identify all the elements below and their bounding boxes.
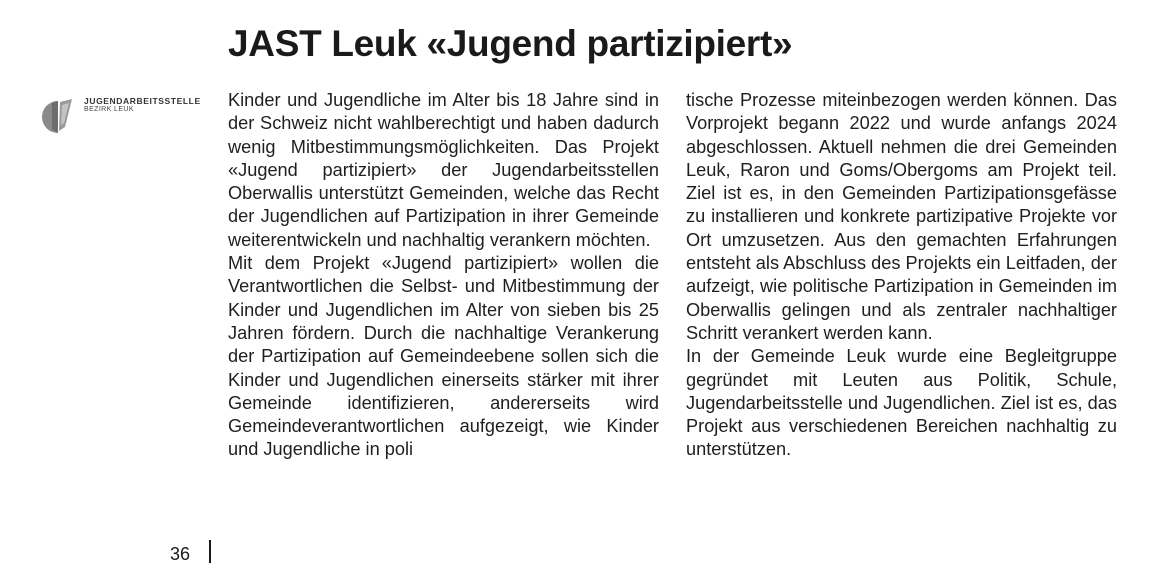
logo-mark-icon (38, 95, 78, 135)
page-number: 36 (170, 544, 191, 564)
paragraph: Kinder und Jugendliche im Alter bis 18 Jahre sind in der Schweiz nicht wahlberechtigt und haben dadurch wenig Mitbestimmungsmöglichkeiten. Das Projekt «Jugend partizipiert» der Jugendarbeitsstellen Oberwallis unterstützt Gemeinden, welche das Recht der Jugendlichen auf Partizipation in ihrer Gemeinde weiterentwickeln und nachhaltig verankern möchten. (228, 90, 659, 250)
jugendarbeitsstelle-logo (38, 95, 208, 135)
logo-line-2: BEZIRK LEUK (84, 106, 134, 113)
logo-text (84, 97, 201, 114)
text-column-left (228, 89, 659, 462)
page-title: JAST Leuk «Jugend partizipiert» (228, 23, 793, 64)
paragraph: tische Prozesse miteinbezogen werden können. Das Vorprojekt begann 2022 und wurde anfangs 2024 abgeschlossen. Aktuell nehmen die drei Gemeinden Leuk, Raron und Goms/Obergoms am Projekt teil. Ziel ist es, in den Gemeinden Partizipationsgefässe zu installieren und konkrete partizipative Projekte vor Ort umzusetzen. Aus den gemachten Erfahrungen entsteht als Abschluss des Projekts ein Leitfaden, der aufzeigt, wie politische Partizipation in Gemeinden im Oberwallis gelingen und als zentraler nachhaltiger Schritt verankert werden kann. (686, 90, 1117, 343)
paragraph: In der Gemeinde Leuk wurde eine Begleitgruppe gegründet mit Leuten aus Politik, Schule, Jugendarbeitsstelle und Jugendlichen. Ziel ist es, das Projekt aus verschiedenen Bereichen nachhaltig zu unterstützen. (686, 346, 1117, 460)
logo-line-1: JUGENDARBEITSSTELLE (84, 96, 201, 106)
paragraph: Mit dem Projekt «Jugend partizipiert» wollen die Verantwortlichen die Selbst- und Mitbestimmung der Kinder und Jugendlichen im Alter von sieben bis 25 Jahren fördern. Durch die nachhaltige Verankerung der Partizipation auf Gemeindeebene sollen sich die Kinder und Jugendlichen einerseits stärker mit ihrer Gemeinde identifizieren, andererseits wird Gemeindeverantwortlichen aufgezeigt, wie Kinder und Jugendliche in poli (228, 253, 659, 460)
footer-divider (209, 540, 211, 563)
text-column-right (686, 89, 1117, 462)
